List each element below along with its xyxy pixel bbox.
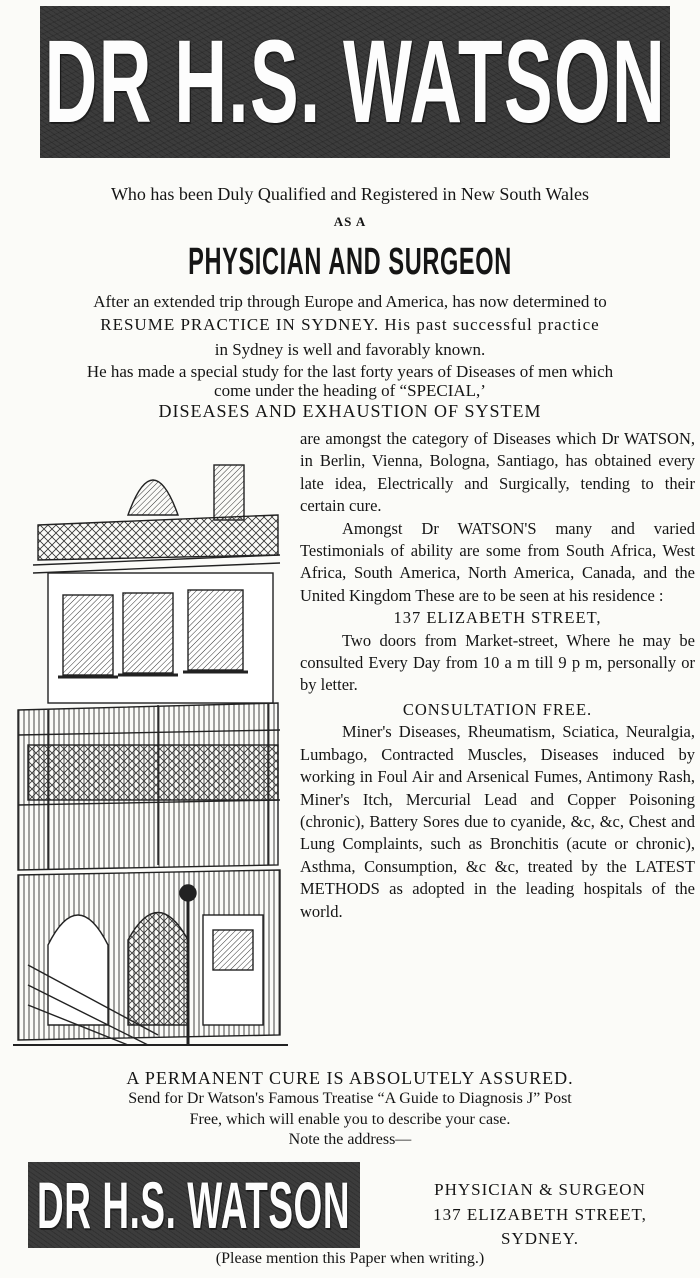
permanent-cure-line: A PERMANENT CURE IS ABSOLUTELY ASSURED. [126, 1068, 574, 1088]
column-paragraph-2: Amongst Dr WATSON'S many and varied Testimonials of ability are some from South Africa, West Africa, South America, North America, Canada, and the United Kingdom These are to be seen at his residence : [300, 518, 695, 605]
right-column [300, 428, 695, 923]
note-address-line: Note the address— [288, 1131, 412, 1148]
footer-banner [28, 1162, 360, 1248]
free-line: Free, which will enable you to describe your case. [189, 1111, 511, 1128]
footer-address-street: 137 ELIZABETH STREET, [433, 1205, 647, 1224]
mention-paper-line: (Please mention this Paper when writing.) [215, 1250, 485, 1267]
footer-address-city: SYDNEY. [500, 1229, 579, 1248]
announcement-line-5: come under the heading of “SPECIAL,’ [214, 381, 486, 400]
announcement-line-2: RESUME PRACTICE IN SYDNEY. His past successful practice [100, 315, 600, 334]
announcement-line-3: in Sydney is well and favorably known. [214, 340, 486, 359]
announcement-line-1: After an extended trip through Europe and America, has now determined to [93, 292, 607, 311]
as-a-line: AS A [333, 214, 367, 229]
announcement-line-4: He has made a special study for the last forty years of Diseases of men which [86, 362, 614, 381]
street-address: 137 ELIZABETH STREET, [393, 608, 602, 628]
footer-address-title: PHYSICIAN & SURGEON [434, 1180, 646, 1199]
physician-title: PHYSICIAN AND SURGEON [188, 241, 512, 283]
column-paragraph-1: are amongst the category of Diseases which Dr WATSON, in Berlin, Vienna, Bologna, Santiago, has obtained every late idea, Electrically and Surgically, tending to their certain cure. [300, 429, 695, 516]
announcement-heading: DISEASES AND EXHAUSTION OF SYSTEM [158, 401, 542, 421]
column-paragraph-4: Miner's Diseases, Rheumatism, Sciatica, Neuralgia, Lumbago, Contracted Muscles, Diseases induced by working in Foul Air and Arsenical Fumes, Antimony Rash, Miner's Itch, Mercurial Lead and Copper Poisoning (chronic), Battery Sores due to cyanide, &c, &c, Chest and Lung Complaints, such as Bronchitis (acute or chronic), Asthma, Consumption, &c &c, treated by the LATEST METHODS as adopted in the leading hospitals of the world. [300, 722, 695, 921]
masthead-banner [40, 6, 670, 158]
qualified-line: Who has been Duly Qualified and Registered in New South Wales [110, 184, 590, 204]
column-paragraph-3: Two doors from Market-street, Where he may be consulted Every Day from 10 a m till 9 p m, personally or by letter. [300, 630, 695, 695]
building-illustration [8, 445, 293, 1055]
consultation-free: CONSULTATION FREE. [402, 699, 593, 719]
footer-name: DR H.S. WATSON [37, 1168, 351, 1242]
masthead-name: DR H.S. WATSON [44, 16, 666, 148]
treatise-line: Send for Dr Watson's Famous Treatise “A Guide to Diagnosis J” Post [128, 1090, 572, 1107]
